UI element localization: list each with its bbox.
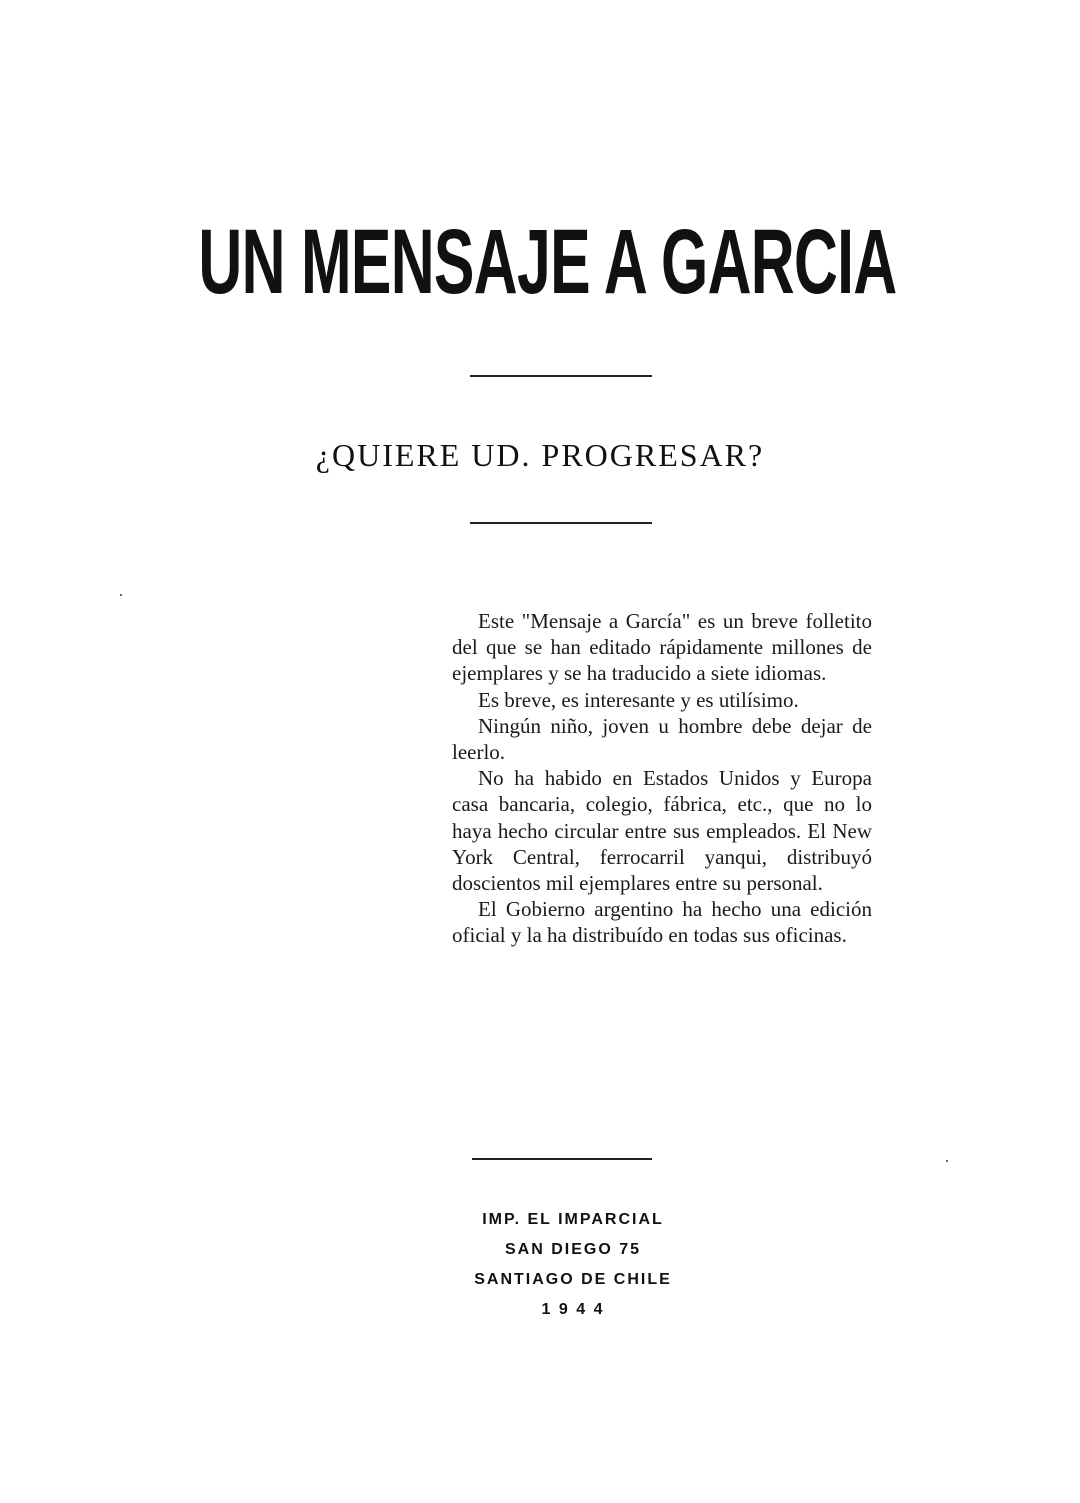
divider-rule [470, 375, 652, 377]
paragraph: No ha habido en Estados Unidos y Europa casa bancaria, colegio, fábrica, etc., que no lo haya hecho circular entre sus empleados. El New York Central, ferrocarril yanqui, distribuyó doscientos mil ejemplares entre su personal. [452, 766, 872, 896]
paragraph: El Gobierno argentino ha hecho una edición oficial y la ha distribuído en todas sus oficinas. [452, 897, 872, 948]
paragraph: Este "Mensaje a García" es un breve folletito del que se han editado rápidamente millones de ejemplares y se ha traducido a siete idiomas. [452, 609, 872, 686]
imprint-city: SANTIAGO DE CHILE [474, 1271, 672, 1288]
divider-rule [470, 522, 652, 524]
imprint [452, 1205, 694, 1325]
document-title: UN MENSAJE A GARCIA [198, 211, 897, 313]
scan-speck [120, 594, 122, 596]
paragraph: Es breve, es interesante y es utilísimo. [478, 687, 799, 712]
document-subtitle: ¿QUIERE UD. PROGRESAR? [315, 437, 765, 473]
imprint-address: SAN DIEGO 75 [504, 1241, 642, 1258]
scan-speck [946, 1160, 948, 1162]
imprint-year: 1 9 4 4 [541, 1301, 605, 1318]
body-text [452, 608, 872, 949]
imprint-printer: IMP. EL IMPARCIAL [482, 1211, 664, 1228]
divider-rule [472, 1158, 652, 1160]
paragraph: Ningún niño, joven u hombre debe dejar de leerlo. [452, 713, 872, 765]
